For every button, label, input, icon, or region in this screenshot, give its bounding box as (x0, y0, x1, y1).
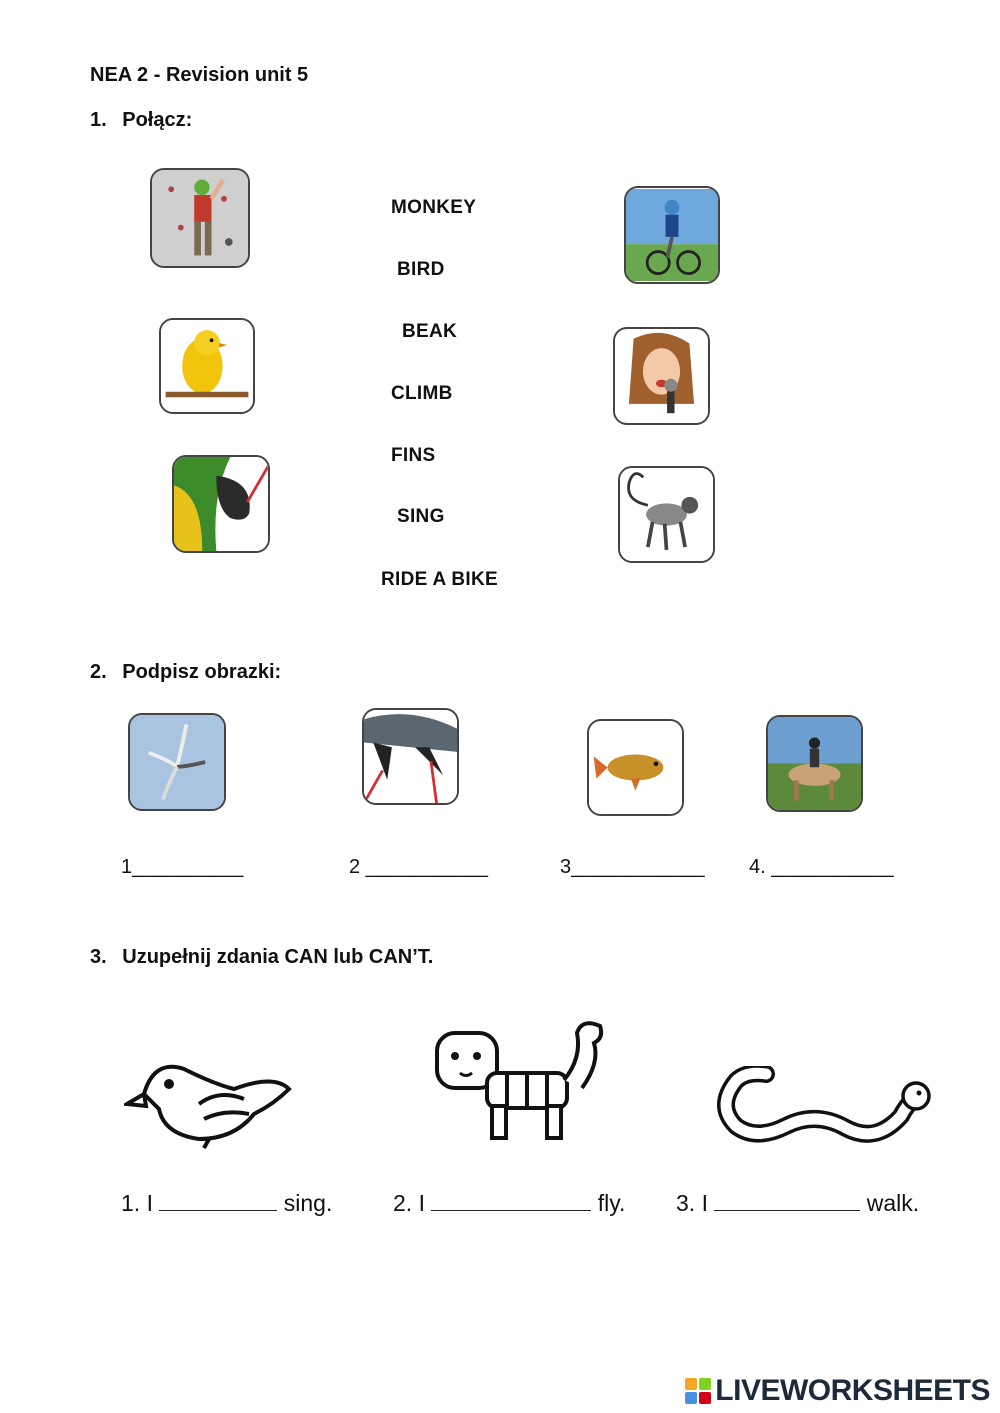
answer-blank-2[interactable]: 2 ___________ (349, 856, 489, 878)
bird-drawing (124, 1044, 296, 1150)
logo-mark-icon (685, 1378, 711, 1404)
sentence-2 (393, 1188, 625, 1217)
answer-blank-1[interactable]: 1__________ (121, 856, 244, 878)
liveworksheets-logo[interactable] (685, 1374, 990, 1408)
worm-drawing (716, 1066, 932, 1150)
sentence-1-blank[interactable] (159, 1188, 277, 1211)
tiger-drawing (432, 1018, 608, 1150)
section-3-title: Uzupełnij zdania CAN lub CAN’T. (122, 946, 434, 968)
monkey-image (618, 466, 715, 563)
fish-fins-image (362, 708, 459, 805)
section-1-heading (90, 109, 192, 132)
section-1-number: 1. (90, 109, 107, 131)
parrot-beak-image (172, 455, 270, 553)
bike-rider-image (624, 186, 720, 284)
climbing-boy-image (150, 168, 250, 268)
word-sing: SING (397, 506, 445, 527)
word-beak: BEAK (402, 321, 458, 342)
section-1-title: Połącz: (122, 109, 193, 131)
section-2-number: 2. (90, 661, 107, 683)
sentence-3-end: walk. (866, 1190, 920, 1216)
sentence-2-end: fly. (597, 1190, 626, 1216)
seagull-image (128, 713, 226, 811)
logo-text: LIVEWORKSHEETS (715, 1374, 990, 1407)
word-bird: BIRD (397, 259, 445, 280)
horse-rider-image (766, 715, 863, 812)
sentence-3-start: 3. I (676, 1190, 708, 1216)
section-2-heading (90, 661, 281, 684)
answer-blank-3[interactable]: 3____________ (560, 856, 705, 878)
canary-bird-image (159, 318, 255, 414)
girl-singing-image (613, 327, 710, 425)
section-3-number: 3. (90, 946, 107, 968)
sentence-2-start: 2. I (393, 1190, 425, 1216)
sentence-3 (676, 1188, 919, 1217)
word-climb: CLIMB (391, 383, 453, 404)
section-2-title: Podpisz obrazki: (122, 661, 282, 683)
goldfish-image (587, 719, 684, 816)
word-fins: FINS (391, 445, 436, 466)
sentence-2-blank[interactable] (431, 1188, 591, 1211)
section-3-heading (90, 946, 433, 969)
word-ride-a-bike: RIDE A BIKE (381, 569, 498, 590)
sentence-1 (121, 1188, 332, 1217)
sentence-3-blank[interactable] (714, 1188, 860, 1211)
word-monkey: MONKEY (391, 197, 477, 218)
answer-blank-4[interactable]: 4. ___________ (749, 856, 894, 878)
sentence-1-start: 1. I (121, 1190, 153, 1216)
sentence-1-end: sing. (283, 1190, 333, 1216)
page-title: NEA 2 - Revision unit 5 (90, 64, 309, 86)
